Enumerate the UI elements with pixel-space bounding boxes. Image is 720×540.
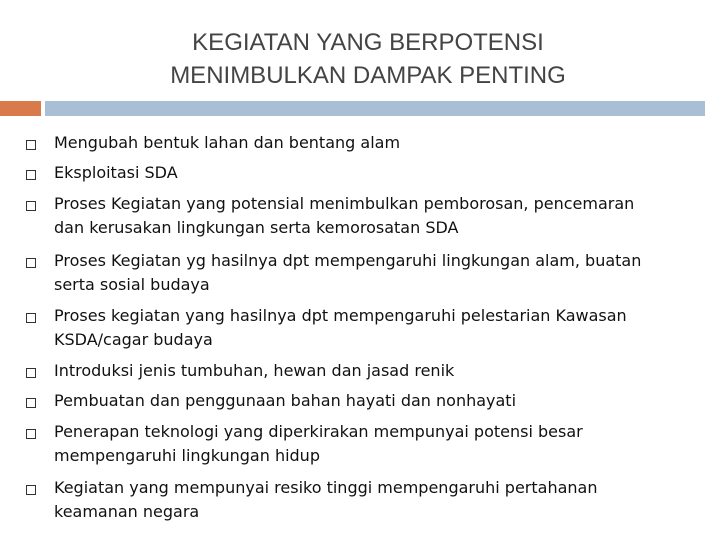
hollow-square-icon — [26, 485, 36, 495]
hollow-square-icon — [26, 398, 36, 408]
list-item-line: Proses Kegiatan yg hasilnya dpt mempengaruhi lingkungan alam, buatan — [54, 251, 642, 270]
list-item-line: Proses Kegiatan yang potensial menimbulkan pemborosan, pencemaran — [54, 194, 635, 213]
list-item-text — [54, 304, 718, 352]
list-item-line: KSDA/cagar budaya — [54, 330, 213, 349]
hollow-square-icon — [26, 170, 36, 180]
list-item-line: Penerapan teknologi yang diperkirakan mempunyai potensi besar — [54, 422, 583, 441]
hollow-square-icon — [26, 258, 36, 268]
list-item-text — [54, 476, 718, 524]
list-item-line: Pembuatan dan penggunaan bahan hayati dan nonhayati — [54, 391, 517, 410]
list-item-line: serta sosial budaya — [54, 275, 210, 294]
list-item-line: keamanan negara — [54, 502, 200, 521]
list-item-line: dan kerusakan lingkungan serta kemorosatan SDA — [54, 218, 459, 237]
hollow-square-icon — [26, 429, 36, 439]
slide-title-line-1: KEGIATAN YANG BERPOTENSI — [192, 29, 544, 56]
list-item-text — [54, 131, 718, 155]
list-item-text — [54, 249, 718, 297]
list-item-line: Introduksi jenis tumbuhan, hewan dan jasad renik — [54, 361, 455, 380]
list-item-text — [54, 359, 718, 383]
hollow-square-icon — [26, 201, 36, 211]
slide-title-line-2: MENIMBULKAN DAMPAK PENTING — [170, 62, 566, 89]
list-item-text — [54, 389, 718, 413]
list-item-text — [54, 420, 718, 468]
hollow-square-icon — [26, 140, 36, 150]
list-item-line: Proses kegiatan yang hasilnya dpt mempengaruhi pelestarian Kawasan — [54, 306, 627, 325]
list-item-text — [54, 192, 718, 240]
list-item-line: Kegiatan yang mempunyai resiko tinggi mempengaruhi pertahanan — [54, 478, 598, 497]
list-item-line: Mengubah bentuk lahan dan bentang alam — [54, 133, 401, 152]
hollow-square-icon — [26, 368, 36, 378]
list-item-line: mempengaruhi lingkungan hidup — [54, 446, 320, 465]
list-item-text — [54, 161, 718, 185]
list-item-line: Eksploitasi SDA — [54, 163, 178, 182]
hollow-square-icon — [26, 313, 36, 323]
